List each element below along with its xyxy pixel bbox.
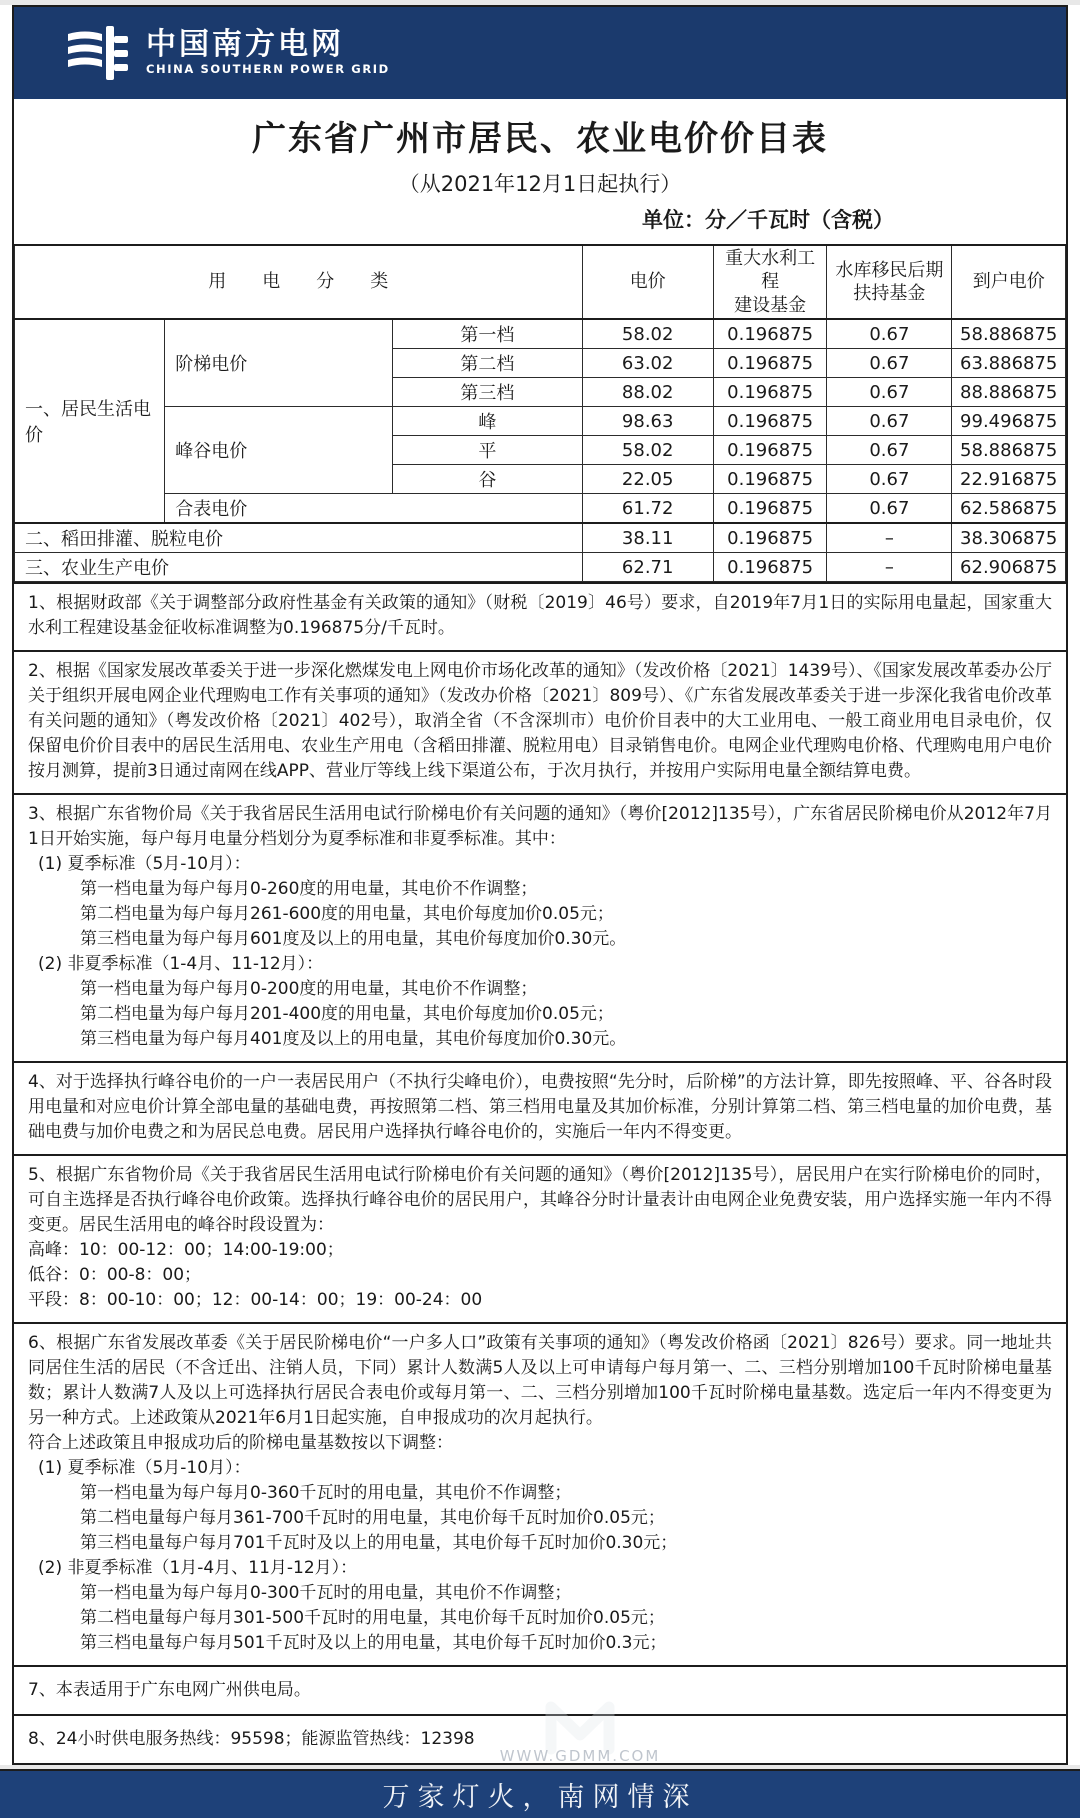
title-block: [14, 99, 1066, 244]
table-cell: 62.586875: [952, 494, 1066, 524]
table-cell: –: [827, 553, 952, 582]
note-text: 5、根据广东省物价局《关于我省居民生活用电试行阶梯电价有关问题的通知》（粤价[2012]135号），居民用户在实行阶梯电价的同时，可自主选择是否执行峰谷电价政策。选择执行峰谷电价的居民用户，其峰谷分时计量表计由电网企业免费安装，用户选择实施一年内不得变更。居民生活用电的峰谷时段设置为：: [28, 1165, 1052, 1236]
note-text: 4、对于选择执行峰谷电价的一户一表居民用户（不执行尖峰电价），电费按照“先分时，后阶梯”的方法计算，即先按照峰、平、谷各时段用电量和对应电价计算全部电量的基础电费，再按照第二档、第三档用电量及其加价标准，分别计算第二档、第三档电量的加价电费，基础电费与加价电费之和为居民总电费。居民用户选择执行峰谷电价的，实施后一年内不得变更。: [28, 1072, 1052, 1143]
logo-cn: 中国南方电网: [146, 27, 344, 63]
table-cell: 58.886875: [952, 436, 1066, 465]
table-cell: 0.196875: [713, 378, 827, 407]
note-item: 第一档电量为每户每月0-200度的用电量，其电价不作调整；: [80, 979, 538, 1000]
table-cell: 62.906875: [952, 553, 1066, 582]
header-bar: [14, 7, 1066, 99]
note-text: 8、24小时供电服务热线：95598；能源监管热线：12398: [28, 1729, 475, 1750]
document-page: [0, 5, 1080, 1814]
note-item: 第二档电量每户每月301-500千瓦时的用电量，其电价每千瓦时加价0.05元；: [80, 1608, 665, 1629]
footer-slogan: 万家灯火，南网情深: [382, 1782, 698, 1814]
table-cell: 0.196875: [713, 465, 827, 494]
table-cell: 0.196875: [713, 349, 827, 378]
table-cell: 0.67: [827, 436, 952, 465]
table-cell: 88.02: [582, 378, 713, 407]
note-item: 第二档电量为每户每月201-400度的用电量，其电价每度加价0.05元；: [80, 1004, 614, 1025]
page-title: 广东省广州市居民、农业电价价目表: [252, 119, 828, 159]
footer-bar: [0, 1769, 1080, 1818]
note-item: (2) 非夏季标准（1月-4月、11月-12月）：: [38, 1558, 358, 1579]
note-item: 平段：8：00-10：00；12：00-14：00；19：00-24：00: [28, 1290, 483, 1311]
note-item: (2) 非夏季标准（1-4月、11-12月）：: [38, 954, 324, 975]
note-text: 1、根据财政部《关于调整部分政府性基金有关政策的通知》（财税〔2019〕46号）要求，自2019年7月1日的实际用电量起，国家重大水利工程建设基金征收标准调整为0.196875分/千瓦时。: [28, 593, 1052, 639]
table-cell: 0.67: [827, 407, 952, 436]
note-item: 第三档电量每户每月701千瓦时及以上的用电量，其电价每千瓦时加价0.30元；: [80, 1533, 678, 1554]
note-item: (1) 夏季标准（5月-10月）：: [38, 854, 251, 875]
effective-date: （从2021年12月1日起执行）: [398, 172, 682, 196]
table-row-tier1: [15, 319, 1066, 349]
table-cell: 58.886875: [952, 319, 1066, 349]
note-item: 第一档电量为每户每月0-360千瓦时的用电量，其电价不作调整；: [80, 1483, 572, 1504]
note-text: 2、根据《国家发展改革委关于进一步深化燃煤发电上网电价市场化改革的通知》（发改价格〔2021〕1439号）、《国家发展改革委办公厅关于组织开展电网企业代理购电工作有关事项的通知》（发改办价格〔2021〕809号）、《广东省发展改革委关于进一步深化我省电价改革有关问题的通知》（粤发改价格〔2021〕402号），取消全省（不含深圳市）电价价目表中的大工业用电、一般工商业用电目录电价，仅保留电价价目表中的居民生活用电、农业生产用电（含稻田排灌、脱粒用电）目录销售电价。电网企业代理购电价格、代理购电用户电价按月测算，提前3日通过南网在线APP、营业厅等线上线下渠道公布，于次月执行，并按用户实际用电量全额结算电费。: [28, 661, 1052, 782]
table-cell: 0.196875: [713, 436, 827, 465]
table-cell: 63.886875: [952, 349, 1066, 378]
table-cell: 谷: [393, 465, 582, 494]
col-header-reservoir-fund: [827, 245, 952, 319]
table-cell: 0.196875: [713, 494, 827, 524]
table-row-agriculture: [15, 553, 1066, 582]
table-cell: 第三档: [393, 378, 582, 407]
note-7: [14, 1665, 1066, 1714]
power-grid-logo-icon: [66, 24, 132, 82]
table-cell: 38.306875: [952, 523, 1066, 553]
table-row-irrigation: [15, 523, 1066, 553]
table-cell: 63.02: [582, 349, 713, 378]
residential-group-cell: 一、居民生活电价: [15, 319, 165, 523]
unit-label: 单位：分／千瓦时（含税）: [642, 208, 894, 232]
note-item: 第一档电量为每户每月0-300千瓦时的用电量，其电价不作调整；: [80, 1583, 572, 1604]
note-text: 3、根据广东省物价局《关于我省居民生活用电试行阶梯电价有关问题的通知》（粤价[2012]135号），广东省居民阶梯电价从2012年7月1日开始实施，每户每月电量分档划分为夏季标准和非夏季标准。其中：: [28, 804, 1052, 850]
col-header-reservoir-fund-line1: 水库移民后期: [835, 259, 944, 281]
note-item: 第三档电量每户每月501千瓦时及以上的用电量，其电价每千瓦时加价0.3元；: [80, 1633, 667, 1654]
table-cell: 22.05: [582, 465, 713, 494]
note-5: [14, 1154, 1066, 1322]
table-cell: 0.196875: [713, 553, 827, 582]
note-1: [14, 582, 1066, 650]
table-cell: 0.196875: [713, 319, 827, 349]
csg-logo: [66, 24, 390, 82]
table-header-row: [15, 245, 1066, 319]
table-cell: 0.67: [827, 319, 952, 349]
note-4: [14, 1061, 1066, 1154]
document-frame: [12, 5, 1068, 1765]
table-cell: 0.67: [827, 494, 952, 524]
table-cell: –: [827, 523, 952, 553]
tiered-group-cell: 阶梯电价: [165, 319, 393, 407]
note-8: [14, 1714, 1066, 1763]
tou-group-cell: 峰谷电价: [165, 407, 393, 494]
note-6: [14, 1322, 1066, 1665]
col-header-water-fund-line1: 重大水利工程: [725, 248, 816, 293]
table-cell: 平: [393, 436, 582, 465]
col-header-water-fund: [713, 245, 827, 319]
table-cell: 第二档: [393, 349, 582, 378]
table-cell: 99.496875: [952, 407, 1066, 436]
price-table: [14, 244, 1066, 582]
combined-meter-cell: 合表电价: [165, 494, 582, 524]
table-row-peak: [15, 407, 1066, 436]
note-item: (1) 夏季标准（5月-10月）：: [38, 1458, 251, 1479]
note-item: 第三档电量为每户每月401度及以上的用电量，其电价每度加价0.30元。: [80, 1029, 627, 1050]
table-cell: 22.916875: [952, 465, 1066, 494]
col-header-to-household: 到户电价: [952, 245, 1066, 319]
note-item: 符合上述政策且申报成功后的阶梯电量基数按以下调整：: [28, 1433, 453, 1454]
note-item: 低谷：0：00-8：00；: [28, 1265, 202, 1286]
col-header-reservoir-fund-line2: 扶持基金: [853, 283, 926, 305]
table-cell: 0.67: [827, 349, 952, 378]
table-cell: 38.11: [582, 523, 713, 553]
note-item: 高峰：10：00-12：00；14:00-19:00；: [28, 1240, 344, 1261]
col-header-category: 用 电 分 类: [15, 245, 583, 319]
note-text: 6、根据广东省发展改革委《关于居民阶梯电价“一户多人口”政策有关事项的通知》（粤发改价格函〔2021〕826号）要求。同一地址共同居住生活的居民（不含迁出、注销人员，下同）累计人数满5人及以上可申请每户每月第一、二、三档分别增加100千瓦时阶梯电量基数；累计人数满7人及以上可选择执行居民合表电价或每月第一、二、三档分别增加100千瓦时阶梯电量基数。选定后一年内不得变更为另一种方式。上述政策从2021年6月1日起实施，自申报成功的次月起执行。: [28, 1333, 1052, 1429]
table-cell: 58.02: [582, 319, 713, 349]
col-header-water-fund-line2: 建设基金: [734, 294, 807, 316]
watermark-url: WWW.GDMM.COM: [499, 1747, 661, 1765]
note-item: 第三档电量为每户每月601度及以上的用电量，其电价每度加价0.30元。: [80, 929, 627, 950]
note-3: [14, 793, 1066, 1061]
table-cell: 58.02: [582, 436, 713, 465]
table-cell: 0.67: [827, 465, 952, 494]
table-cell: 第一档: [393, 319, 582, 349]
table-cell: 0.67: [827, 378, 952, 407]
table-cell: 61.72: [582, 494, 713, 524]
table-cell: 峰: [393, 407, 582, 436]
note-text: 7、本表适用于广东电网广州供电局。: [28, 1680, 311, 1701]
note-2: [14, 650, 1066, 793]
table-cell: 98.63: [582, 407, 713, 436]
table-cell: 0.196875: [713, 407, 827, 436]
table-cell: 62.71: [582, 553, 713, 582]
table-cell: 88.886875: [952, 378, 1066, 407]
note-item: 第一档电量为每户每月0-260度的用电量，其电价不作调整；: [80, 879, 538, 900]
logo-en: CHINA SOUTHERN POWER GRID: [146, 62, 390, 77]
note-item: 第二档电量为每户每月261-600度的用电量，其电价每度加价0.05元；: [80, 904, 614, 925]
table-row-combined: [15, 494, 1066, 524]
note-item: 第二档电量每户每月361-700千瓦时的用电量，其电价每千瓦时加价0.05元；: [80, 1508, 665, 1529]
col-header-price: 电价: [582, 245, 713, 319]
table-cell: 二、稻田排灌、脱粒电价: [15, 523, 583, 553]
table-cell: 0.196875: [713, 523, 827, 553]
table-cell: 三、农业生产电价: [15, 553, 583, 582]
logo-text: [146, 27, 390, 77]
